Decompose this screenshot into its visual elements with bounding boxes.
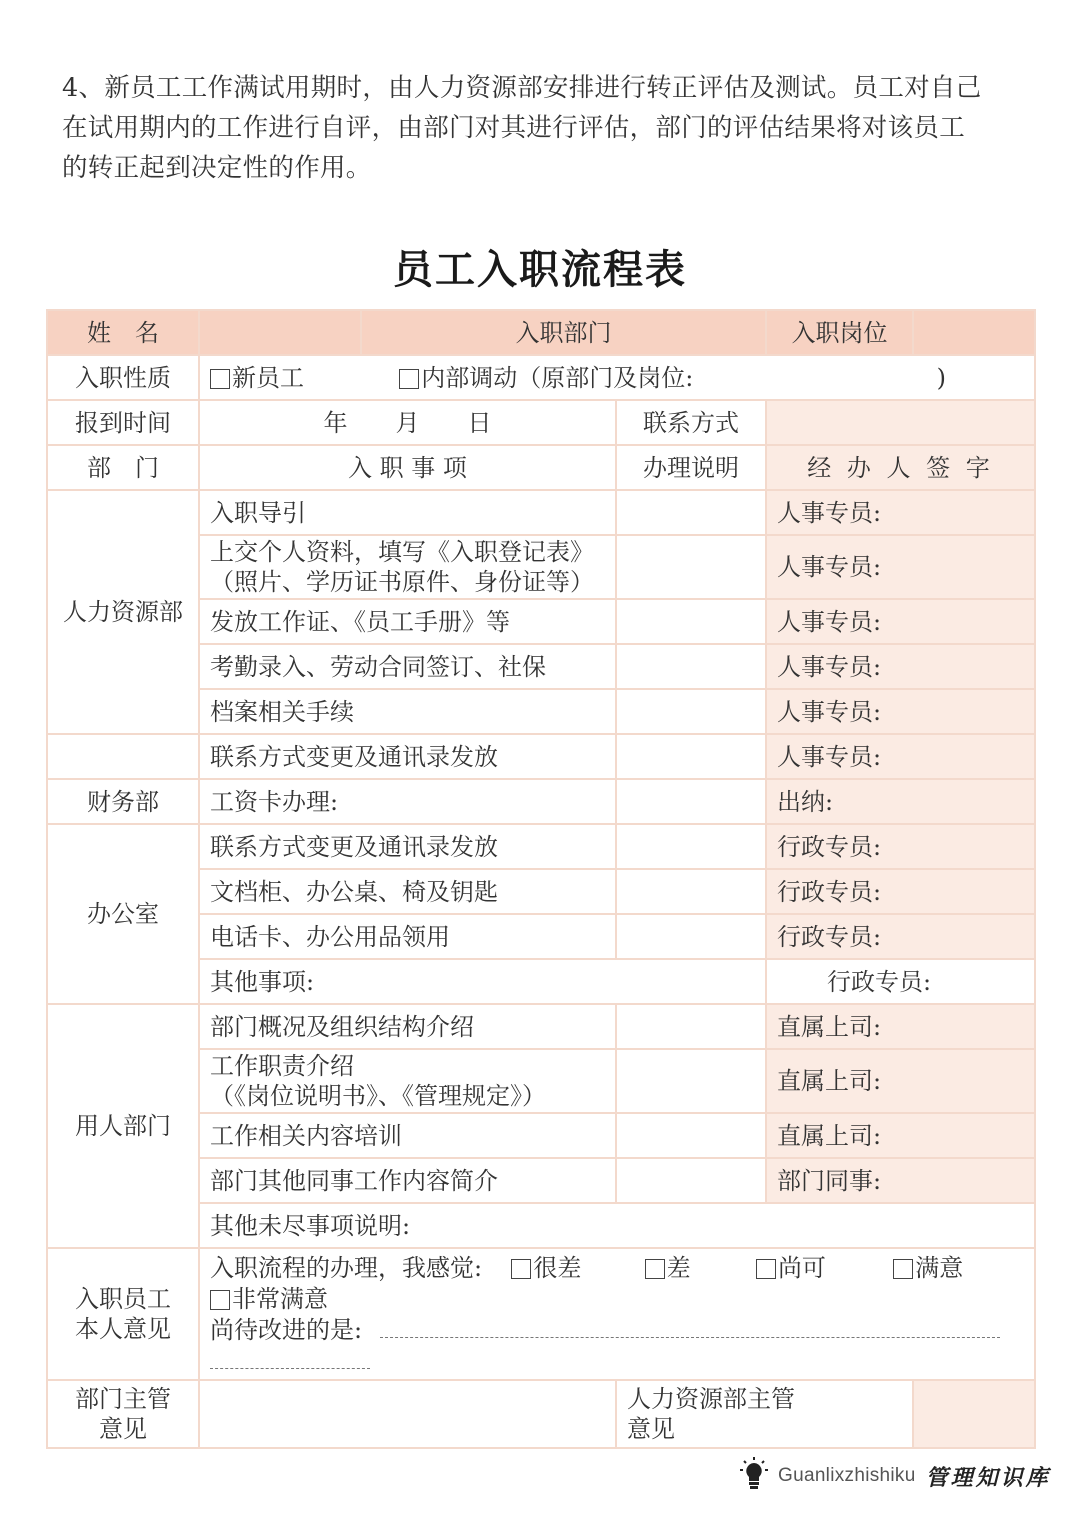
item-text [199, 1049, 616, 1113]
signer-label: 人事专员: [766, 689, 1035, 734]
item-text: 发放工作证、《员工手册》等 [199, 599, 616, 644]
employer-other[interactable]: 其他未尽事项说明: [199, 1203, 1035, 1248]
item-text [199, 535, 616, 599]
checkbox-poor[interactable] [645, 1259, 665, 1279]
signer-label: 人事专员: [766, 644, 1035, 689]
table-row [47, 734, 1035, 779]
notes-field[interactable] [616, 779, 766, 824]
mgr-opinion-label [47, 1380, 199, 1448]
contact-field[interactable] [766, 400, 1035, 445]
empty-dept-cell [47, 734, 199, 779]
checkbox-very-poor[interactable] [511, 1259, 531, 1279]
report-label: 报到时间 [47, 400, 199, 445]
feedback-label-line: 入职员工 [75, 1285, 171, 1313]
feedback-content [199, 1248, 1035, 1380]
hr-opinion-field[interactable] [913, 1380, 1035, 1448]
improve-field-2[interactable] [210, 1358, 370, 1369]
name-row [47, 310, 1035, 355]
option-label: 很差 [533, 1254, 582, 1282]
close-paren: ) [936, 363, 947, 392]
hr-opinion-line: 人力资源部主管 [627, 1385, 795, 1413]
item-text: 电话卡、办公用品领用 [199, 914, 616, 959]
form-title: 员工入职流程表 [393, 246, 687, 293]
col-dept: 部 门 [47, 445, 199, 490]
item-text: 部门概况及组织结构介绍 [199, 1004, 616, 1049]
option-label: 尚可 [777, 1254, 826, 1282]
item-text: 考勤录入、劳动合同签订、社保 [199, 644, 616, 689]
signer-label: 行政专员: [766, 824, 1035, 869]
name-field[interactable] [199, 310, 361, 355]
intro-line: 的转正起到决定性的作用。 [62, 153, 372, 183]
notes-field[interactable] [616, 535, 766, 599]
type-label: 入职性质 [47, 355, 199, 400]
notes-field[interactable] [616, 599, 766, 644]
item-text: 联系方式变更及通讯录发放 [199, 824, 616, 869]
hr-opinion-label [616, 1380, 913, 1448]
item-text-line: （《岗位说明书》、《管理规定》） [210, 1082, 546, 1110]
dept-label: 入职部门 [361, 310, 766, 355]
item-text-line: 工作职责介绍 [210, 1052, 354, 1080]
table-row [47, 1004, 1035, 1049]
mgr-opinion-field[interactable] [199, 1380, 616, 1448]
intro-line: 在试用期内的工作进行自评，由部门对其进行评估，部门的评估结果将对该员工 [62, 113, 966, 143]
feedback-question-line [210, 1253, 1024, 1284]
table-row [47, 490, 1035, 535]
item-text: 工资卡办理: [199, 779, 616, 824]
report-row [47, 400, 1035, 445]
item-text: 工作相关内容培训 [199, 1113, 616, 1158]
name-label: 姓 名 [47, 310, 199, 355]
signer-label: 出纳: [766, 779, 1035, 824]
contact-label: 联系方式 [616, 400, 766, 445]
checkbox-transfer[interactable] [399, 369, 419, 389]
post-label: 入职岗位 [766, 310, 913, 355]
notes-field[interactable] [616, 734, 766, 779]
notes-field[interactable] [616, 869, 766, 914]
option-new-label: 新员工 [232, 363, 304, 392]
checkbox-very-satisfied[interactable] [210, 1290, 230, 1310]
opinion-row [47, 1380, 1035, 1448]
feedback-label-line: 本人意见 [75, 1315, 171, 1343]
signer-label: 直属上司: [766, 1049, 1035, 1113]
lightbulb-icon [740, 1457, 768, 1495]
item-text: 入职导引 [199, 490, 616, 535]
feedback-row [47, 1248, 1035, 1380]
notes-field[interactable] [616, 1113, 766, 1158]
mgr-opinion-line: 部门主管 [75, 1385, 171, 1413]
employer-dept: 用人部门 [47, 1004, 199, 1248]
signer-label: 行政专员: [766, 869, 1035, 914]
type-row [47, 355, 1035, 400]
improve-line-2 [210, 1346, 1024, 1377]
item-text-line: （照片、学历证书原件、身份证等） [210, 568, 594, 596]
notes-field[interactable] [616, 1004, 766, 1049]
report-date[interactable]: 年 月 日 [199, 400, 616, 445]
notes-field[interactable] [616, 644, 766, 689]
feedback-option-line [210, 1284, 1024, 1315]
onboarding-form-table [46, 309, 1036, 1449]
signer-label: 人事专员: [766, 490, 1035, 535]
item-text: 联系方式变更及通讯录发放 [199, 734, 616, 779]
mgr-opinion-line: 意见 [99, 1415, 147, 1443]
feedback-question: 入职流程的办理，我感觉: [210, 1254, 483, 1282]
notes-field[interactable] [616, 824, 766, 869]
option-transfer-label: 内部调动（原部门及岗位: [421, 363, 694, 392]
signer-label: 行政专员: [766, 914, 1035, 959]
option-label: 非常满意 [232, 1285, 328, 1313]
post-field[interactable] [913, 310, 1035, 355]
item-text: 部门其他同事工作内容简介 [199, 1158, 616, 1203]
option-label: 满意 [915, 1254, 964, 1282]
intro-paragraph [62, 68, 1032, 188]
signer-label: 直属上司: [766, 1004, 1035, 1049]
office-dept: 办公室 [47, 824, 199, 1004]
footer-brand-cn: 管理知识库 [925, 1464, 1051, 1491]
item-text: 档案相关手续 [199, 689, 616, 734]
feedback-label [47, 1248, 199, 1380]
column-header-row [47, 445, 1035, 490]
checkbox-satisfied[interactable] [893, 1259, 913, 1279]
improve-line [210, 1315, 1024, 1346]
hr-opinion-line: 意见 [627, 1415, 675, 1443]
table-row [47, 779, 1035, 824]
footer-brand [740, 1456, 1060, 1496]
signer-label: 直属上司: [766, 1113, 1035, 1158]
notes-field[interactable] [616, 914, 766, 959]
checkbox-new[interactable] [210, 369, 230, 389]
notes-field[interactable] [616, 1158, 766, 1203]
notes-field[interactable] [616, 689, 766, 734]
footer-brand-text: Guanlixzhishiku [778, 1465, 916, 1486]
improve-label: 尚待改进的是: [210, 1316, 363, 1344]
signer-label: 部门同事: [766, 1158, 1035, 1203]
item-text: 文档柜、办公桌、椅及钥匙 [199, 869, 616, 914]
office-other[interactable]: 其他事项: [199, 959, 766, 1004]
type-options [199, 355, 1035, 400]
checkbox-fair[interactable] [756, 1259, 776, 1279]
hr-dept: 人力资源部 [47, 490, 199, 734]
notes-field[interactable] [616, 490, 766, 535]
col-items: 入 职 事 项 [199, 445, 616, 490]
improve-field[interactable] [380, 1327, 1000, 1338]
signer-label: 人事专员: [766, 535, 1035, 599]
notes-field[interactable] [616, 1049, 766, 1113]
intro-line: 4、新员工工作满试用期时，由人力资源部安排进行转正评估及测试。员工对自己 [62, 73, 982, 103]
col-signer: 经 办 人 签 字 [766, 445, 1035, 490]
table-row [47, 824, 1035, 869]
option-label: 差 [666, 1254, 691, 1282]
item-text-line: 上交个人资料，填写《入职登记表》 [210, 538, 594, 566]
col-notes: 办理说明 [616, 445, 766, 490]
signer-label: 人事专员: [766, 734, 1035, 779]
finance-dept: 财务部 [47, 779, 199, 824]
signer-label: 人事专员: [766, 599, 1035, 644]
signer-label: 行政专员: [766, 959, 1035, 1004]
